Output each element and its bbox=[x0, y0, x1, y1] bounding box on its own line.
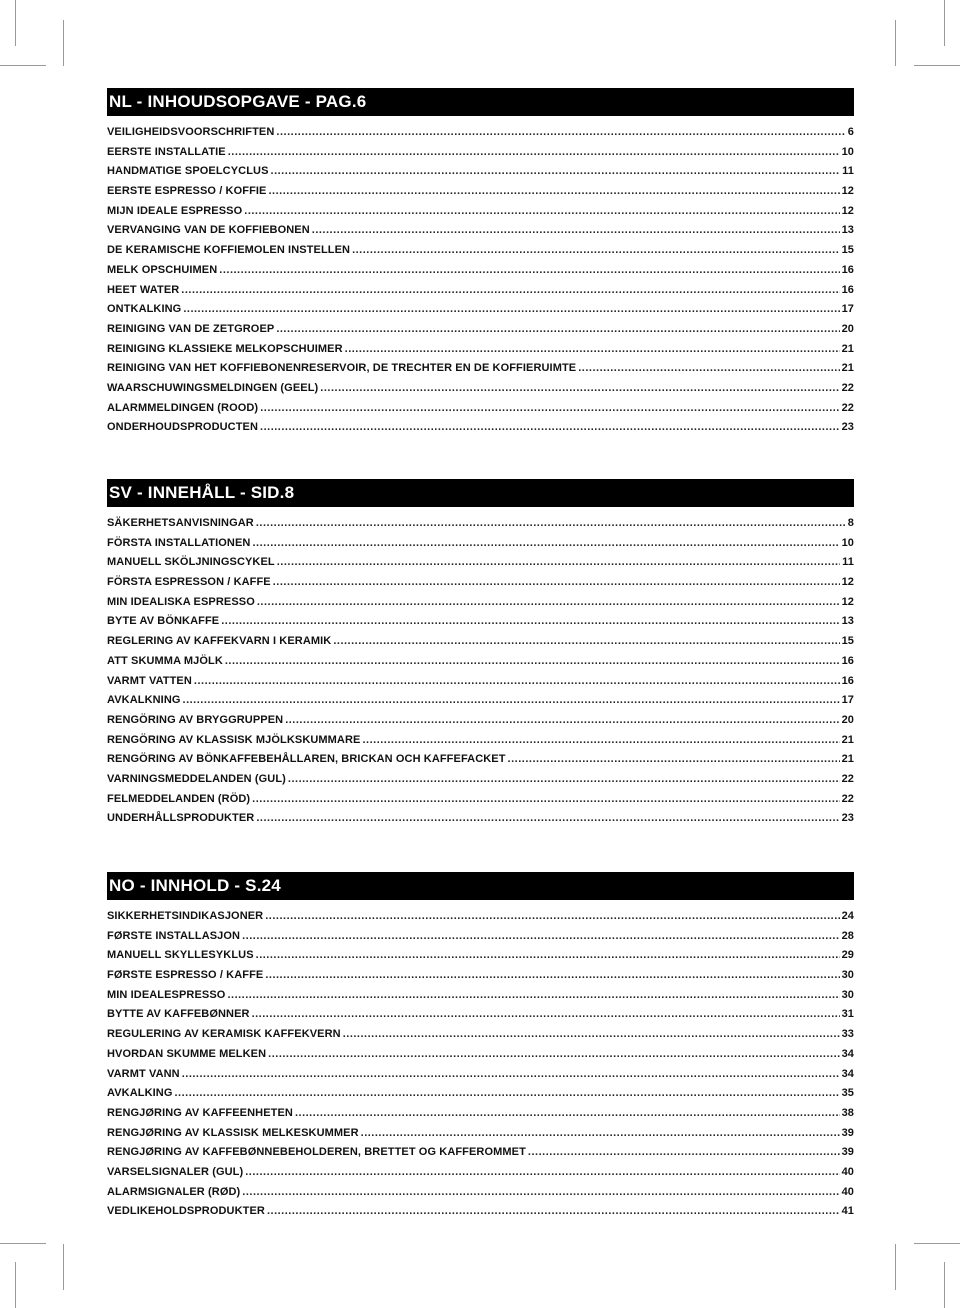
toc-entry[interactable] bbox=[107, 790, 854, 810]
toc-entry-page: 13 bbox=[841, 224, 854, 237]
toc-dot-leader bbox=[260, 399, 839, 419]
toc-entry[interactable] bbox=[107, 691, 854, 711]
crop-mark-top-left-v2 bbox=[63, 20, 64, 66]
toc-entry[interactable] bbox=[107, 162, 854, 182]
toc-entry[interactable] bbox=[107, 202, 854, 222]
toc-entry-page: 21 bbox=[841, 753, 854, 766]
toc-entry-title: ONTKALKING bbox=[107, 303, 182, 316]
toc-dot-leader bbox=[219, 261, 839, 281]
toc-entry[interactable] bbox=[107, 593, 854, 613]
toc-dot-leader bbox=[244, 202, 839, 222]
toc-entry[interactable] bbox=[107, 809, 854, 829]
toc-entry-page: 39 bbox=[841, 1146, 854, 1159]
toc-section-sv bbox=[107, 479, 854, 829]
toc-dot-leader bbox=[183, 691, 840, 711]
toc-entry-title: MIN IDEALISKA ESPRESSO bbox=[107, 595, 255, 608]
toc-entry-page: 22 bbox=[841, 792, 854, 805]
toc-entry-title: BYTE AV BÖNKAFFE bbox=[107, 615, 220, 628]
toc-entry[interactable] bbox=[107, 1124, 854, 1144]
toc-dot-leader bbox=[345, 340, 840, 360]
toc-dot-leader bbox=[228, 143, 840, 163]
toc-entry-title: HVORDAN SKUMME MELKEN bbox=[107, 1047, 267, 1060]
toc-entry-page: 13 bbox=[841, 615, 854, 628]
toc-entry-title: REGULERING AV KERAMISK KAFFEKVERN bbox=[107, 1028, 341, 1041]
toc-entry-title: UNDERHÅLLSPRODUKTER bbox=[107, 812, 255, 825]
toc-entry[interactable] bbox=[107, 399, 854, 419]
toc-entry[interactable] bbox=[107, 1025, 854, 1045]
toc-entry-title: ATT SKUMMA MJÖLK bbox=[107, 654, 223, 667]
toc-entry-page: 17 bbox=[841, 694, 854, 707]
toc-entry-title: VARMT VATTEN bbox=[107, 674, 192, 687]
toc-entry-title: MIJN IDEALE ESPRESSO bbox=[107, 204, 243, 217]
toc-dot-leader bbox=[271, 162, 841, 182]
toc-dot-leader bbox=[257, 593, 840, 613]
toc-dot-leader bbox=[267, 1202, 840, 1222]
toc-entry-title: DE KERAMISCHE KOFFIEMOLEN INSTELLEN bbox=[107, 244, 351, 257]
toc-entry[interactable] bbox=[107, 359, 854, 379]
toc-entry-title: AVKALKING bbox=[107, 1087, 173, 1100]
toc-entry-title: FÖRSTA ESPRESSON / KAFFE bbox=[107, 576, 271, 589]
toc-entry[interactable] bbox=[107, 1084, 854, 1104]
toc-entry[interactable] bbox=[107, 143, 854, 163]
crop-mark-bottom-left-h bbox=[0, 1243, 46, 1244]
crop-mark-bottom-right-v2 bbox=[944, 1262, 945, 1308]
toc-entry-title: AVKALKNING bbox=[107, 694, 181, 707]
toc-entry-page: 34 bbox=[841, 1067, 854, 1080]
toc-entry[interactable] bbox=[107, 731, 854, 751]
toc-entry[interactable] bbox=[107, 241, 854, 261]
toc-section-nl bbox=[107, 88, 854, 438]
toc-entry-page: 16 bbox=[841, 283, 854, 296]
toc-entry[interactable] bbox=[107, 123, 854, 143]
toc-entry-page: 30 bbox=[841, 988, 854, 1001]
toc-dot-leader bbox=[194, 672, 840, 692]
toc-entry-title: RENGJØRING AV KLASSISK MELKESKUMMER bbox=[107, 1126, 359, 1139]
toc-entry-title: FØRSTE INSTALLASJON bbox=[107, 929, 241, 942]
crop-mark-bottom-right-h bbox=[914, 1243, 960, 1244]
toc-entry-title: HEET WATER bbox=[107, 283, 180, 296]
toc-entry[interactable] bbox=[107, 1202, 854, 1222]
crop-mark-top-right-v bbox=[895, 20, 896, 66]
crop-mark-top-right-h bbox=[914, 65, 960, 66]
toc-dot-leader bbox=[181, 281, 839, 301]
toc-dot-leader bbox=[273, 573, 840, 593]
section-header-sv: SV - INNEHÅLL - SID.8 bbox=[107, 479, 854, 507]
toc-entry[interactable] bbox=[107, 612, 854, 632]
toc-entry-page: 16 bbox=[841, 654, 854, 667]
toc-entry-title: SIKKERHETSINDIKASJONER bbox=[107, 910, 264, 922]
toc-entry[interactable] bbox=[107, 1005, 854, 1025]
toc-dot-leader bbox=[182, 1065, 840, 1085]
toc-entry-title: WAARSCHUWINGSMELDINGEN (GEEL) bbox=[107, 381, 319, 394]
toc-entry-title: VARSELSIGNALER (GUL) bbox=[107, 1165, 244, 1178]
toc-dot-leader bbox=[256, 809, 839, 829]
toc-entry-page: 6 bbox=[847, 126, 854, 138]
toc-dot-leader bbox=[312, 221, 840, 241]
toc-entry-page: 16 bbox=[841, 263, 854, 276]
toc-entry-title: MIN IDEALESPRESSO bbox=[107, 988, 226, 1001]
toc-entry[interactable] bbox=[107, 711, 854, 731]
toc-dot-leader bbox=[174, 1084, 839, 1104]
toc-dot-leader bbox=[265, 966, 839, 986]
toc-list-sv bbox=[107, 514, 854, 829]
toc-section-no bbox=[107, 872, 854, 1222]
toc-list-nl bbox=[107, 123, 854, 438]
toc-entry-title: SÄKERHETSANVISNINGAR bbox=[107, 517, 254, 529]
toc-entry-title: REINIGING VAN DE ZETGROEP bbox=[107, 322, 275, 335]
toc-entry-page: 22 bbox=[841, 772, 854, 785]
crop-mark-top-right-v2 bbox=[944, 0, 945, 46]
toc-dot-leader bbox=[245, 1163, 839, 1183]
toc-entry-page: 34 bbox=[841, 1047, 854, 1060]
toc-dot-leader bbox=[276, 123, 845, 143]
toc-entry-title: REINIGING VAN HET KOFFIEBONENRESERVOIR, DE TRECHTER EN DE KOFFIERUIMTE bbox=[107, 362, 577, 375]
toc-entry[interactable] bbox=[107, 907, 854, 927]
toc-entry[interactable] bbox=[107, 261, 854, 281]
toc-entry[interactable] bbox=[107, 1065, 854, 1085]
toc-dot-leader bbox=[252, 534, 839, 554]
toc-entry-page: 30 bbox=[841, 969, 854, 982]
toc-entry-page: 29 bbox=[841, 949, 854, 962]
toc-dot-leader bbox=[260, 418, 840, 438]
toc-entry-page: 39 bbox=[841, 1126, 854, 1139]
toc-dot-leader bbox=[578, 359, 839, 379]
toc-dot-leader bbox=[227, 986, 839, 1006]
toc-entry-page: 21 bbox=[841, 342, 854, 355]
toc-entry-title: VEDLIKEHOLDSPRODUKTER bbox=[107, 1205, 265, 1218]
toc-entry-title: HANDMATIGE SPOELCYCLUS bbox=[107, 165, 269, 178]
toc-dot-leader bbox=[362, 731, 839, 751]
toc-entry[interactable] bbox=[107, 573, 854, 593]
toc-entry-title: ALARMMELDINGEN (ROOD) bbox=[107, 401, 259, 414]
toc-entry[interactable] bbox=[107, 300, 854, 320]
toc-entry[interactable] bbox=[107, 986, 854, 1006]
toc-dot-leader bbox=[352, 241, 840, 261]
toc-entry-page: 22 bbox=[841, 381, 854, 394]
toc-entry[interactable] bbox=[107, 1104, 854, 1124]
toc-entry-title: EERSTE ESPRESSO / KOFFIE bbox=[107, 185, 267, 198]
toc-entry[interactable] bbox=[107, 340, 854, 360]
toc-entry-page: 40 bbox=[841, 1165, 854, 1178]
toc-dot-leader bbox=[295, 1104, 840, 1124]
toc-entry[interactable] bbox=[107, 534, 854, 554]
toc-entry[interactable] bbox=[107, 946, 854, 966]
toc-entry[interactable] bbox=[107, 672, 854, 692]
toc-dot-leader bbox=[183, 300, 839, 320]
toc-dot-leader bbox=[242, 927, 839, 947]
toc-dot-leader bbox=[343, 1025, 840, 1045]
toc-entry-page: 23 bbox=[841, 421, 854, 434]
toc-entry[interactable] bbox=[107, 221, 854, 241]
toc-entry-page: 33 bbox=[841, 1028, 854, 1041]
toc-entry-title: BYTTE AV KAFFEBØNNER bbox=[107, 1008, 250, 1021]
section-header-no: NO - INNHOLD - S.24 bbox=[107, 872, 854, 900]
toc-dot-leader bbox=[265, 907, 839, 927]
toc-dot-leader bbox=[221, 612, 839, 632]
toc-dot-leader bbox=[276, 320, 839, 340]
crop-mark-bottom-right-v bbox=[895, 1244, 896, 1290]
toc-entry-title: REGLERING AV KAFFEKVARN I KERAMIK bbox=[107, 635, 332, 648]
toc-entry-page: 12 bbox=[841, 204, 854, 217]
toc-entry-title: VARMT VANN bbox=[107, 1067, 180, 1080]
toc-entry-title: ONDERHOUDSPRODUCTEN bbox=[107, 421, 259, 434]
crop-mark-bottom-left-v bbox=[15, 1262, 16, 1308]
toc-entry[interactable] bbox=[107, 966, 854, 986]
toc-entry-title: VARNINGSMEDDELANDEN (GUL) bbox=[107, 772, 286, 785]
toc-entry[interactable] bbox=[107, 418, 854, 438]
crop-mark-top-left-v bbox=[15, 0, 16, 46]
toc-entry[interactable] bbox=[107, 1163, 854, 1183]
toc-dot-leader bbox=[333, 632, 839, 652]
toc-entry-title: MELK OPSCHUIMEN bbox=[107, 263, 218, 276]
toc-entry-page: 22 bbox=[841, 401, 854, 414]
toc-dot-leader bbox=[277, 553, 840, 573]
toc-entry[interactable] bbox=[107, 182, 854, 202]
toc-entry-page: 21 bbox=[841, 733, 854, 746]
toc-entry-page: 40 bbox=[841, 1185, 854, 1198]
toc-dot-leader bbox=[252, 1005, 840, 1025]
toc-dot-leader bbox=[269, 182, 840, 202]
toc-entry-page: 11 bbox=[842, 165, 854, 178]
toc-entry-title: FÖRSTA INSTALLATIONEN bbox=[107, 536, 251, 549]
toc-entry[interactable] bbox=[107, 320, 854, 340]
toc-entry-page: 24 bbox=[841, 910, 854, 922]
toc-list-no bbox=[107, 907, 854, 1222]
toc-dot-leader bbox=[285, 711, 839, 731]
toc-entry[interactable] bbox=[107, 770, 854, 790]
toc-entry-page: 28 bbox=[841, 929, 854, 942]
toc-dot-leader bbox=[225, 652, 840, 672]
toc-entry-title: EERSTE INSTALLATIE bbox=[107, 145, 226, 158]
toc-entry-page: 38 bbox=[841, 1106, 854, 1119]
toc-dot-leader bbox=[320, 379, 839, 399]
toc-entry[interactable] bbox=[107, 927, 854, 947]
toc-entry-page: 15 bbox=[841, 635, 854, 648]
toc-entry-title: VERVANGING VAN DE KOFFIEBONEN bbox=[107, 224, 310, 237]
toc-entry-page: 12 bbox=[841, 185, 854, 198]
toc-dot-leader bbox=[252, 790, 839, 810]
toc-entry-title: RENGÖRING AV KLASSISK MJÖLKSKUMMARE bbox=[107, 733, 361, 746]
toc-entry-page: 20 bbox=[841, 713, 854, 726]
toc-entry-page: 10 bbox=[841, 145, 854, 158]
toc-entry[interactable] bbox=[107, 379, 854, 399]
toc-dot-leader bbox=[361, 1124, 840, 1144]
toc-entry-page: 8 bbox=[847, 517, 854, 529]
toc-dot-leader bbox=[242, 1183, 839, 1203]
toc-entry-title: RENGÖRING AV BRYGGRUPPEN bbox=[107, 713, 284, 726]
toc-entry-page: 20 bbox=[841, 322, 854, 335]
toc-entry-title: RENGJØRING AV KAFFEBØNNEBEHOLDEREN, BRETTET OG KAFFEROMMET bbox=[107, 1146, 526, 1159]
toc-entry[interactable] bbox=[107, 281, 854, 301]
toc-entry-page: 23 bbox=[841, 812, 854, 825]
toc-dot-leader bbox=[528, 1143, 840, 1163]
toc-entry-title: FØRSTE ESPRESSO / KAFFE bbox=[107, 969, 264, 982]
toc-entry-title: RENGJØRING AV KAFFEENHETEN bbox=[107, 1106, 293, 1119]
toc-entry-page: 12 bbox=[841, 595, 854, 608]
toc-entry[interactable] bbox=[107, 652, 854, 672]
toc-entry[interactable] bbox=[107, 750, 854, 770]
toc-dot-leader bbox=[268, 1045, 839, 1065]
toc-entry[interactable] bbox=[107, 1045, 854, 1065]
toc-entry-page: 10 bbox=[841, 536, 854, 549]
crop-mark-bottom-left-v2 bbox=[63, 1244, 64, 1290]
toc-dot-leader bbox=[508, 750, 840, 770]
toc-entry-title: RENGÖRING AV BÖNKAFFEBEHÅLLAREN, BRICKAN OCH KAFFEFACKET bbox=[107, 753, 506, 766]
toc-entry[interactable] bbox=[107, 632, 854, 652]
toc-entry-title: VEILIGHEIDSVOORSCHRIFTEN bbox=[107, 126, 275, 138]
crop-mark-top-left-h bbox=[0, 65, 46, 66]
toc-dot-leader bbox=[256, 946, 840, 966]
toc-entry-page: 11 bbox=[842, 556, 854, 569]
toc-entry-title: REINIGING KLASSIEKE MELKOPSCHUIMER bbox=[107, 342, 343, 355]
toc-entry-page: 31 bbox=[841, 1008, 854, 1021]
toc-dot-leader bbox=[256, 514, 846, 534]
toc-entry-page: 12 bbox=[841, 576, 854, 589]
toc-entry-page: 41 bbox=[841, 1205, 854, 1218]
toc-entry-title: FELMEDDELANDEN (RÖD) bbox=[107, 792, 251, 805]
toc-entry-page: 15 bbox=[841, 244, 854, 257]
toc-entry[interactable] bbox=[107, 1143, 854, 1163]
toc-entry[interactable] bbox=[107, 514, 854, 534]
toc-entry-title: MANUELL SKYLLESYKLUS bbox=[107, 949, 254, 962]
toc-dot-leader bbox=[288, 770, 840, 790]
toc-entry[interactable] bbox=[107, 553, 854, 573]
toc-entry-page: 16 bbox=[841, 674, 854, 687]
toc-entry-page: 21 bbox=[841, 362, 854, 375]
toc-entry[interactable] bbox=[107, 1183, 854, 1203]
toc-entry-page: 17 bbox=[841, 303, 854, 316]
toc-entry-title: ALARMSIGNALER (RØD) bbox=[107, 1185, 241, 1198]
toc-entry-title: MANUELL SKÖLJNINGSCYKEL bbox=[107, 556, 275, 569]
toc-entry-page: 35 bbox=[841, 1087, 854, 1100]
section-header-nl: NL - INHOUDSOPGAVE - PAG.6 bbox=[107, 88, 854, 116]
